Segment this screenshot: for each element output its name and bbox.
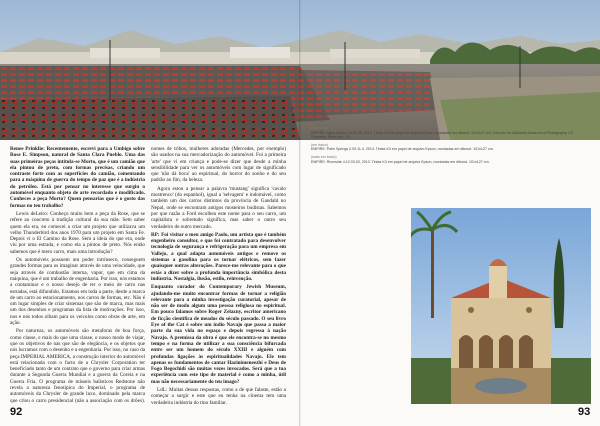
question-paragraph: RP: Foi visitar o meu amigo Paolo, um artista que é também engenheiro consultor, e que foi contratado para desenvolver tecnologia de segurança e refrigeração para um empresa em Vallejo, a qual adapta automóveis antigos e remove os sistemas a gasolina para os tornar elétricos, sem fazer quaisquer outras alterações. Parece-me relevante para o que estás a dizer sobre a profunda importância simbólica desta indústria. Nostalgia, ilusão, estilo, reinvenção. [151, 231, 286, 282]
paragraph: Por natureza, os automóveis são metaforas de boa força, como classe, e mais do que uma classe, o nosso modo de viajar, que os objetivos de nas que são de elegância, e os objetos que nós lucramos com o desenho e a engenharia. Por isso, no caso da peça IMPERIAL AMERICA, a construção interior do automóvel está relacionada com o facto de a Chrysler Corporation ter beneficiado tanto de um contrato que o governo para criar armas durante a Segunda Guerra Mundial e a guerra da Coreia e na Guerra Fria. O programa de mísseis balísticos Redstone não revela a natureza fenotípica do Imperial, o programa de automóveis da Chrysler de grande luxo, dominado pela marca que criou o carro presidencial (não a associação com os drôes). [10, 328, 145, 404]
paragraph: Lewis deLeiro: Conheço muito bem a peça da Rose, que se refere ao concreto à tradição cultural da sua mãe. Sem saber quem ela era, eu comecei a criar um projeto que utilizava um velho Thunderbird dos anos 1970 para um projeto em Santa Fe. Depois vi o El Camino da Rose. Sem a ideia do que era, onde viu por uma estrada, e como ela a pintou de preto. Nós então sabemos que é mero carro, mais uma introdução? [10, 210, 145, 255]
speaker-lead: Renee Prinklie: [10, 146, 45, 152]
caption-text: EMPIRE: Agua Mansa 05.23.02, 2013. Tintas K3 em papel de arquivo Epson, montadas em dibond. 101x127 cm. Coleção do California Museum of Photography UC. Riverside. Riverside, CA. [311, 130, 575, 140]
paragraph: nomes de tribos, mulheres adoradas (Mercedes, por exemplo) são usados na sua mercadorização do automóvel. Foi a primeira 'arte' que vi em criança e pode-se dizer que desde a minha sensibilidade para ver os automóveis com lugar de significado que 'não dá boca' ao espiritual, do horror do sonho e do seu padrão ao fim, da beleza. [151, 146, 286, 184]
caption-text: EMPIRE: Palm Springs 0.09.11.4, 2014. Tintas K3 em papel de arquivo Epson, montadas em dibond. 101x127 cm. [311, 147, 494, 152]
text-column-2 [151, 146, 286, 404]
page-number-left: 92 [10, 406, 23, 418]
page-gutter [299, 0, 301, 426]
caption-header: (em baixo) [311, 142, 328, 147]
caption-top [311, 126, 591, 140]
question-text: Recentemente, escrevi para a Umbigo sobre Rose E. Simpson, natural de Santa Clara Pueblo. Uma das suas primeiras peças intitula-se Morto, que é um camião que ela pintou de preto, com formas precisas, criando um contraste forte com as superfícies do camião, comentando para a máquina de guerra do tempo de paz que é a indústria do petróleo. Está por pensar no interesse que surgiu o automóvel enquanto objeto de arte recordado e modificado. Conheces a peça Morto? Quem pensarias que é o gosto das formas no teu trabalho? [10, 146, 145, 209]
paragraph: LdL: Muitas dessas respostas, como a de que falaste, estão a começar a surgir e este que eu tenha na cinema tem uma verdadeira indústria do tipo familiar. [151, 386, 286, 404]
paragraph-intro-question [10, 146, 145, 209]
question-paragraph: Enquanto curador do Contemporary Jewish Museum, ajudando-me muito encontrar formas de tornar a religião relevante para a minha investigação curatorial, apesar de não ser de modo algum uma pessoa religiosa no espiritual. Em pouco falamos sobre Roger Zelazny, escritor americano de ficção científica de meados do século passado. O seu livro Eye of the Cat é sobre um índio Navajo que passa a maior parte da sua vida no espaço e depois regressa à nação Navajo. A premissa da obra é que ele encontra-se no mesmo tempo e na forma de utilizar a sua consciência bifurcada entre ser um homem do século XXIII e alguém com profundas ligações às espiritualidades Navajo. Ele tem apenas os fundamentos de cantar Hazinimeneezhí e Deus de Fogo Begochidí são muitas vezes invocados. Será que a tua experiência com este tipo de material é como a minha, útil mas não necessariamente do teu imago? [151, 284, 286, 385]
paragraph: Os automóveis possuem um poder intrínseco, conseguem grandes formas para os imaginar através de uma velocidade, que seja através de combustão interna, vapor, que em cima da máquina, que é um trabalho de engenharia. Por isso, nós estamos a contaminar e o nosso desejo de ter o meio de carro nas estradas, está difundido. Estamos em toda a parte, desde a marca de um carro ao estacionamento, nos carros de formas, etc. Não é um lugar simples de criar sistemas que são de marca, mas mais um dos desenhos e programas da lista de motivações. Por isso, nos e nós todos olham para os veículos como obras de arte, em ação. [10, 257, 145, 327]
caption-header: (mais em baixo) [311, 154, 337, 159]
caption-text: EMPIRE: Riverside 4.12.03.03, 2013. Tintas K3 em papel de arquivo Epson, montadas em dibond. 101x127 cm. [311, 159, 490, 164]
paragraph: Agora estou a pensar a palavra 'mustang' significa 'cavalo mostrenco' (do espanhol), igual a 'selvagem' e indomável, como também um dos carros distintos da província de Gandahl no Nepal, onde se encontram antigos mosteiros budistas. Sabemos por que razão a Ford escolheu este nome para o seu carro, um capitalista e sobretudo significa, mas saber o outro seu verdadeiro de outro mercado. [151, 185, 286, 230]
text-column-3 [311, 146, 405, 404]
caption-header: (sob cima) [311, 126, 328, 130]
mission-courtyard-photo [411, 208, 591, 404]
text-column-1 [10, 146, 145, 404]
mission-courtyard-image [411, 208, 591, 404]
page-number-right: 93 [578, 406, 591, 418]
